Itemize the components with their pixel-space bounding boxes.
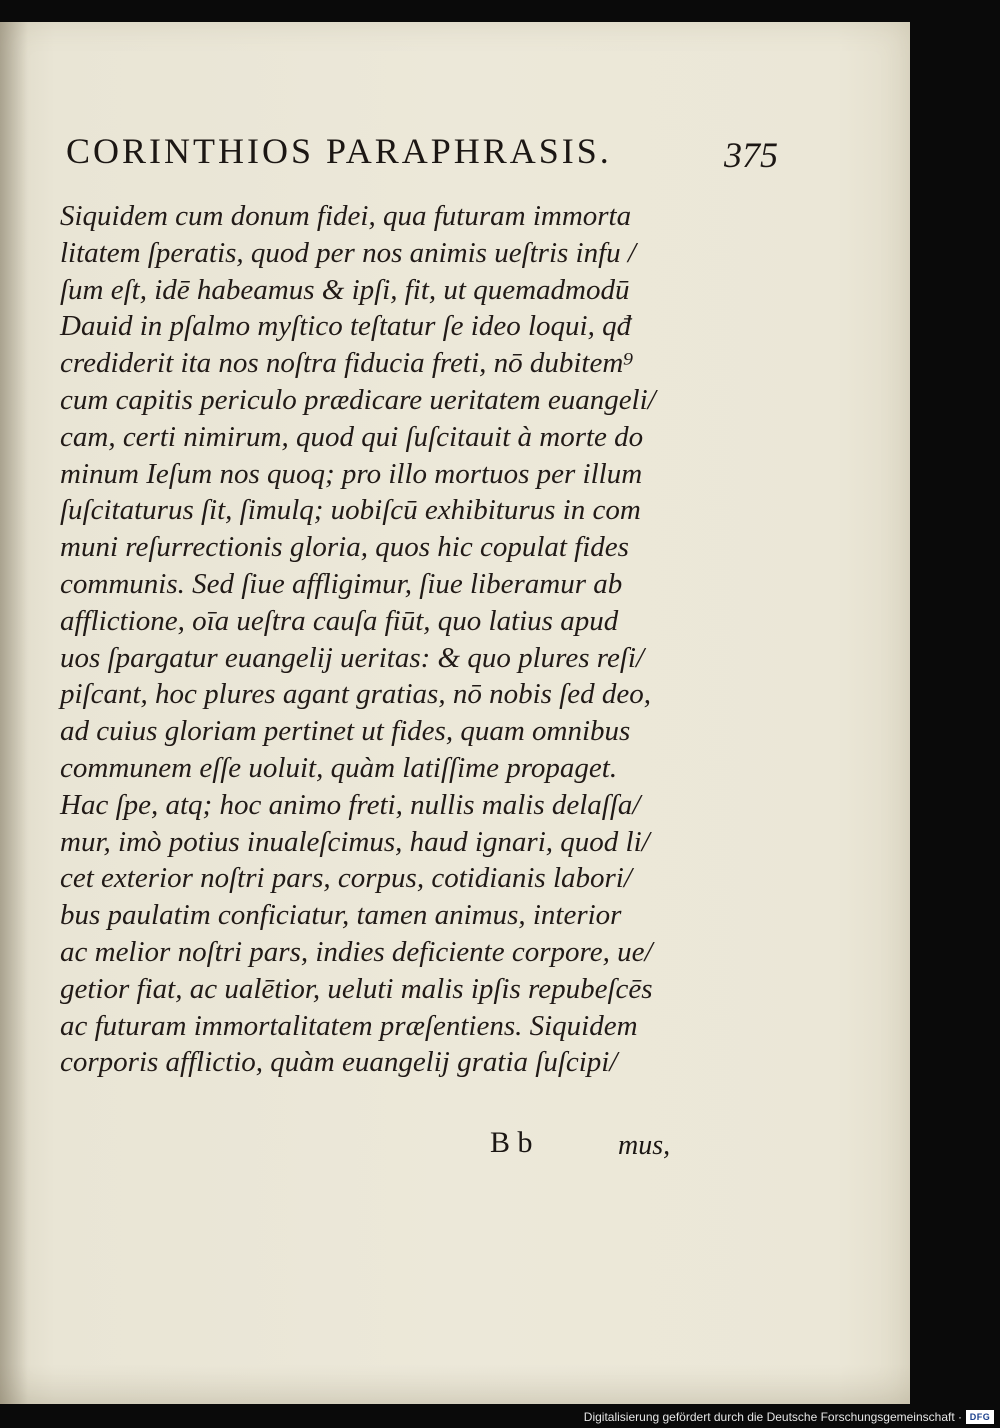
text-line: getior fiat, ac ualētior, ueluti malis ipſis repubeſcēs [60, 972, 653, 1005]
text-line: cam, certi nimirum, quod qui ſuſcitauit à morte do [60, 420, 644, 453]
text-line: minum Ieſum nos quoq; pro illo mortuos per illum [60, 457, 643, 490]
text-line: ac melior noſtri pars, indies deficiente corpore, ue/ [60, 935, 653, 968]
text-line: communis. Sed ſiue affligimur, ſiue liberamur ab [60, 567, 623, 600]
text-line: ſum eſt, idē habeamus & ipſi, fit, ut quemadmodū [60, 273, 630, 306]
dfg-logo-icon: DFG [966, 1410, 994, 1424]
text-line: corporis afflictio, quàm euangelij gratia ſuſcipi/ [60, 1046, 618, 1079]
text-line: ad cuius gloriam pertinet ut fides, quam omnibus [60, 715, 631, 748]
signature-mark: B b [490, 1126, 533, 1159]
catchword: mus, [618, 1130, 671, 1161]
text-line: Hac ſpe, atq; hoc animo freti, nullis malis delaſſa/ [60, 788, 641, 821]
running-head: CORINTHIOS PARAPHRASIS. [66, 131, 612, 171]
page-number: 375 [724, 135, 778, 175]
text-line: muni reſurrectionis gloria, quos hic copulat fides [60, 531, 629, 564]
text-line: mur, imò potius inualeſcimus, haud ignari, quod li/ [60, 825, 650, 858]
digitization-credit: Digitalisierung gefördert durch die Deutsche Forschungsgemeinschaft · [583, 1410, 962, 1424]
text-line: crediderit ita nos noſtra fiducia freti, nō dubitem⁹ [60, 347, 634, 380]
text-line: cum capitis periculo prædicare ueritatem euangeli/ [60, 383, 656, 416]
text-line: bus paulatim conficiatur, tamen animus, interior [60, 899, 622, 932]
text-line: Dauid in pſalmo myſtico teſtatur ſe ideo loqui, qđ [60, 310, 632, 343]
text-line: cet exterior noſtri pars, corpus, cotidianis labori/ [60, 862, 632, 895]
text-line: ac futuram immortalitatem præſentiens. Siquidem [60, 1009, 638, 1042]
text-line: afflictione, oīa ueſtra cauſa fiūt, quo latius apud [60, 604, 619, 637]
text-line: piſcant, hoc plures agant gratias, nō nobis ſed deo, [60, 678, 651, 711]
text-line: uos ſpargatur euangelij ueritas: & quo plures reſi/ [60, 641, 645, 674]
text-line: ſuſcitaturus ſit, ſimulq; uobiſcū exhibiturus in com [60, 494, 641, 527]
text-line: communem eſſe uoluit, quàm latiſſime propaget. [60, 751, 618, 784]
book-page [0, 22, 910, 1404]
text-line: litatem ſperatis, quod per nos animis ueſtris infu / [60, 236, 636, 269]
body-text [60, 198, 700, 1081]
text-line: Siquidem cum donum fidei, qua futuram immorta [60, 200, 632, 232]
